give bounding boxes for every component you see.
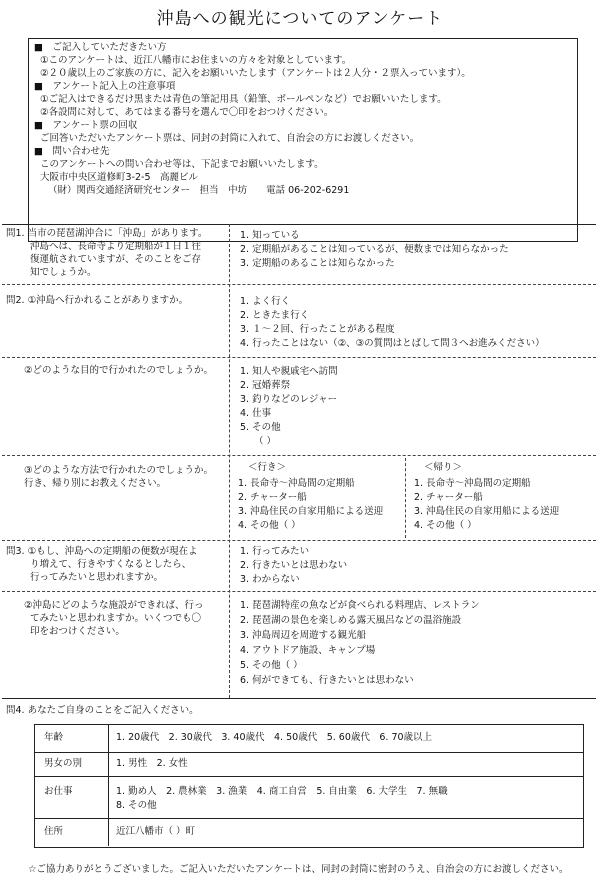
- row-label-age: 年齢: [44, 732, 64, 743]
- info-text: ②２０歳以上のご家族の方に、記入をお願いいたします（アンケートは２人分・２票入っています）。: [40, 68, 471, 79]
- back-option[interactable]: 3. 沖島住民の自家用船による送迎: [414, 506, 560, 517]
- q2-1-option[interactable]: 1. よく行く: [240, 296, 291, 307]
- info-text: このアンケートへの問い合わせ等は、下記までお願いいたします。: [40, 159, 324, 170]
- page-title: 沖島への観光についてのアンケート: [156, 9, 444, 29]
- back-option[interactable]: 2. チャーター船: [414, 492, 483, 503]
- q3-2-option[interactable]: 4. アウトドア施設、キャンプ場: [240, 645, 376, 656]
- go-option[interactable]: 3. 沖島住民の自家用船による送迎: [238, 506, 384, 517]
- question-2-1-text: 問2. ①沖島へ行かれることがありますか。: [6, 295, 189, 306]
- q2-2-option[interactable]: 4. 仕事: [240, 408, 272, 419]
- info-heading-target: ■ ご記入していただきたい方: [34, 42, 167, 53]
- question-3-2-text: ②沖島にどのような施設ができれば、行っ: [24, 600, 204, 611]
- question-3-2-text: 印をおつけください。: [30, 626, 125, 637]
- row-label-occupation: お仕事: [44, 786, 73, 797]
- occupation-other[interactable]: 8. その他: [116, 800, 157, 811]
- go-option[interactable]: 2. チャーター船: [238, 492, 307, 503]
- q3-1-option[interactable]: 3. わからない: [240, 574, 300, 585]
- back-option[interactable]: 4. その他（ ）: [414, 520, 477, 531]
- q3-1-option[interactable]: 2. 行きたいとは思わない: [240, 560, 348, 571]
- q2-2-other-field[interactable]: （ ）: [254, 436, 277, 447]
- info-text: ②各設問に対して、あてはまる番号を選んで〇印をおつけください。: [40, 107, 334, 118]
- q2-2-option[interactable]: 2. 冠婚葬祭: [240, 380, 291, 391]
- info-text: ご回答いただいたアンケート票は、同封の封筒に入れて、自治会の方にお渡しください。: [40, 133, 420, 144]
- question-2-2-text: ②どのような目的で行かれたのでしょうか。: [24, 365, 214, 376]
- question-1-text: 沖島へは、長命寺より定期船が１日１往: [30, 241, 202, 252]
- footer-note: ☆ご協力ありがとうございました。ご記入いただいたアンケートは、同封の封筒に密封のうえ、自治会の方にお渡しください。: [28, 864, 569, 875]
- contact-address: 大阪市中央区道修町3-2-5 高麗ビル: [40, 172, 198, 183]
- address-field[interactable]: 近江八幡市（ ）町: [116, 826, 196, 837]
- info-heading-notes: ■ アンケート記入上の注意事項: [34, 81, 176, 92]
- info-heading-contact: ■ 問い合わせ先: [34, 146, 110, 157]
- gender-options[interactable]: 1. 男性 2. 女性: [116, 758, 188, 769]
- row-label-gender: 男女の別: [44, 758, 83, 769]
- occupation-options[interactable]: 1. 勤め人 2. 農林業 3. 漁業 4. 商工自営 5. 自由業 6. 大学生 7. 無職: [116, 786, 448, 797]
- info-heading-collection: ■ アンケート票の回収: [34, 120, 138, 131]
- question-4-title: 問4. あなたご自身のことをご記入ください。: [6, 705, 199, 716]
- q3-2-option[interactable]: 6. 何ができても、行きたいとは思わない: [240, 675, 414, 686]
- question-1-text: 知でしょうか。: [30, 267, 97, 278]
- q3-1-option[interactable]: 1. 行ってみたい: [240, 546, 310, 557]
- question-3-1-text: 問3. ①もし、沖島への定期船の便数が現在よ: [6, 546, 198, 557]
- go-option[interactable]: 1. 長命寺～沖島間の定期船: [238, 478, 355, 489]
- q1-option[interactable]: 3. 定期船のあることは知らなかった: [240, 258, 395, 269]
- go-option[interactable]: 4. その他（ ）: [238, 520, 301, 531]
- question-1-text: 復運航されていますが、そのことをご存: [30, 254, 202, 265]
- q2-2-option[interactable]: 3. 釣りなどのレジャー: [240, 394, 338, 405]
- question-3-1-text: 行ってみたいと思われますか。: [30, 572, 164, 583]
- q3-2-option[interactable]: 2. 琵琶湖の景色を楽しめる露天風呂などの温浴施設: [240, 615, 462, 626]
- question-2-3-text: ③どのような方法で行かれたのでしょうか。: [24, 465, 214, 476]
- question-2-3-text: 行き、帰り別にお教えください。: [24, 478, 167, 489]
- q3-2-option[interactable]: 3. 沖島周辺を周遊する観光船: [240, 630, 367, 641]
- row-label-address: 住所: [44, 826, 64, 837]
- question-3-1-text: り増えて、行きやすくなるとしたら、: [30, 559, 192, 570]
- q2-1-option[interactable]: 3. １～２回、行ったことがある程度: [240, 324, 395, 335]
- back-header: ＜帰り＞: [424, 462, 463, 473]
- go-header: ＜行き＞: [248, 462, 287, 473]
- q1-option[interactable]: 1. 知っている: [240, 230, 300, 241]
- info-text: ①ご記入はできるだけ黒または青色の筆記用具（鉛筆、ボールペンなど）でお願いいたします。: [40, 94, 447, 105]
- contact-org-phone: （財）関西交通経済研究センター 担当 中坊 電話 06-202-6291: [48, 185, 350, 196]
- question-1-text: 問1. 当市の琵琶湖沖合に「沖島」があります。: [6, 228, 208, 239]
- q2-1-option[interactable]: 2. ときたま行く: [240, 310, 310, 321]
- question-3-2-text: てみたいと思われますか。いくつでも〇: [30, 613, 202, 624]
- q3-2-option[interactable]: 5. その他（ ）: [240, 660, 303, 671]
- q3-2-option[interactable]: 1. 琵琶湖特産の魚などが食べられる料理店、レストラン: [240, 600, 480, 611]
- info-text: ①このアンケートは、近江八幡市にお住まいの方々を対象としています。: [40, 55, 352, 66]
- q2-2-option[interactable]: 1. 知人や親戚宅へ訪問: [240, 366, 338, 377]
- q2-2-option[interactable]: 5. その他: [240, 422, 281, 433]
- q2-1-option[interactable]: 4. 行ったことはない（②、③の質問はとばして問３へお進みください）: [240, 338, 545, 349]
- age-options[interactable]: 1. 20歳代 2. 30歳代 3. 40歳代 4. 50歳代 5. 60歳代 6. 70歳以上: [116, 732, 433, 743]
- q1-option[interactable]: 2. 定期船があることは知っているが、便数までは知らなかった: [240, 244, 509, 255]
- back-option[interactable]: 1. 長命寺～沖島間の定期船: [414, 478, 531, 489]
